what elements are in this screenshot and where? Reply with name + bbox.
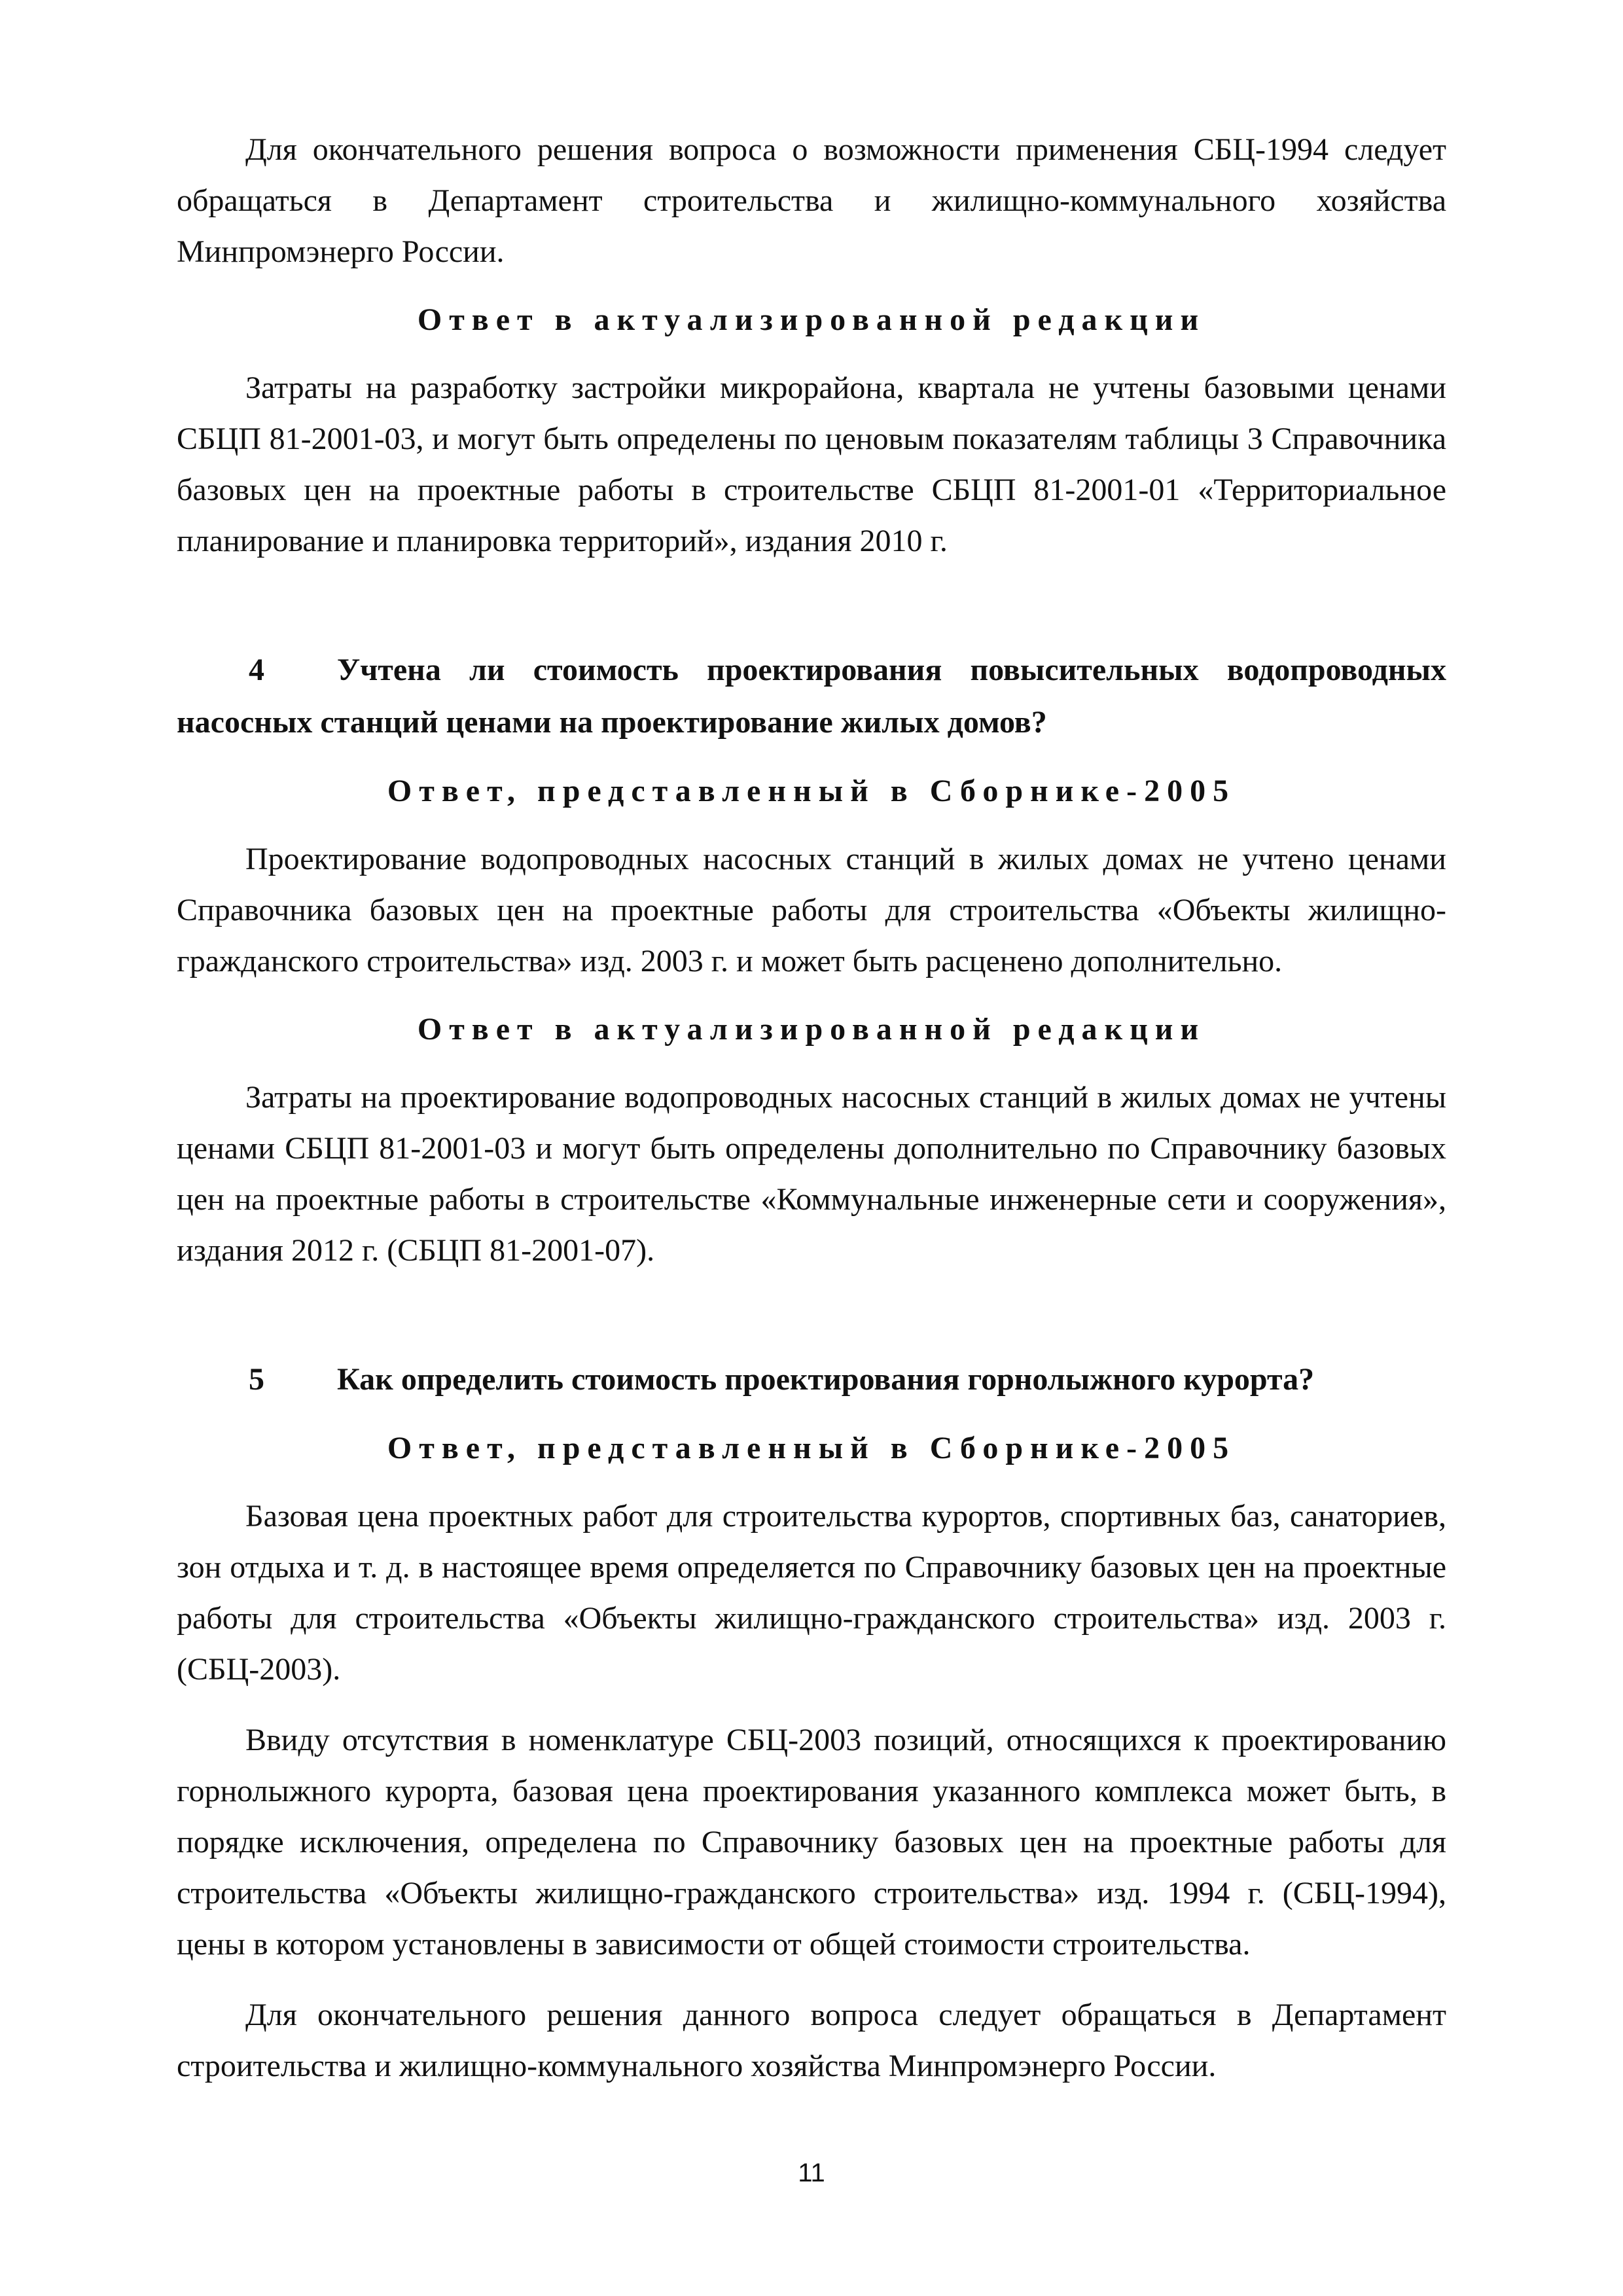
question-number: 5 <box>249 1362 264 1397</box>
question-text: Учтена ли стоимость проектирования повысительных водопроводных насосных станций ценами на проектирование жилых домов? <box>177 653 1446 740</box>
paragraph-ski-resort-exception: Ввиду отсутствия в номенклатуре СБЦ-2003 позиций, относящихся к проектированию горнолыжного курорта, базовая цена проектирования указанного комплекса может быть, в порядке исключения, определена по Справочнику базовых цен на проектные работы для строительства «Объекты жилищно-гражданского строительства» изд. 1994 г. (СБЦ-1994), цены в котором установлены в зависимости от общей стоимости строительства. <box>177 1723 1446 1962</box>
heading-updated-answer: Ответ в актуализированной редакции <box>417 302 1206 337</box>
question-text: Как определить стоимость проектирования горнолыжного курорта? <box>337 1362 1315 1397</box>
heading-updated-answer: Ответ в актуализированной редакции <box>417 1012 1206 1047</box>
question-5 <box>177 1354 1446 1406</box>
paragraph-pump-stations-updated: Затраты на проектирование водопроводных насосных станций в жилых домах не учтены ценами СБЦП 81-2001-03 и могут быть определены дополнительно по Справочнику базовых цен на проектные работы в строительстве «Коммунальные инженерные сети и сооружения», издания 2012 г. (СБЦП 81-2001-07). <box>177 1080 1446 1268</box>
paragraph-pump-stations-2005: Проектирование водопроводных насосных станций в жилых домах не учтено ценами Справочника базовых цен на проектные работы для строительства «Объекты жилищно-гражданского строительства» изд. 2003 г. и может быть расценено дополнительно. <box>177 842 1446 978</box>
page-number: 11 <box>798 2159 825 2187</box>
question-number: 4 <box>249 653 264 687</box>
paragraph-microdistrict-costs: Затраты на разработку застройки микрорайона, квартала не учтены базовыми ценами СБЦП 81-2001-03, и могут быть определены по ценовым показателям таблицы 3 Справочника базовых цен на проектные работы в строительстве СБЦП 81-2001-01 «Территориальное планирование и планировка территорий», издания 2010 г. <box>177 370 1446 558</box>
paragraph-sbc1994-department: Для окончательного решения вопроса о возможности применения СБЦ-1994 следует обращаться в Департамент строительства и жилищно-коммунального хозяйства Минпромэнерго России. <box>177 132 1446 269</box>
page-content <box>177 124 1446 2092</box>
question-4 <box>177 644 1446 749</box>
heading-answer-2005: Ответ, представленный в Сборнике-2005 <box>387 1431 1236 1465</box>
heading-answer-2005: Ответ, представленный в Сборнике-2005 <box>387 774 1236 808</box>
paragraph-final-decision: Для окончательного решения данного вопроса следует обращаться в Департамент строительства и жилищно-коммунального хозяйства Минпромэнерго России. <box>177 1998 1446 2083</box>
paragraph-resort-base-price: Базовая цена проектных работ для строительства курортов, спортивных баз, санаториев, зон отдыха и т. д. в настоящее время определяется по Справочнику базовых цен на проектные работы для строительства «Объекты жилищно-гражданского строительства» изд. 2003 г. (СБЦ-2003). <box>177 1499 1446 1687</box>
